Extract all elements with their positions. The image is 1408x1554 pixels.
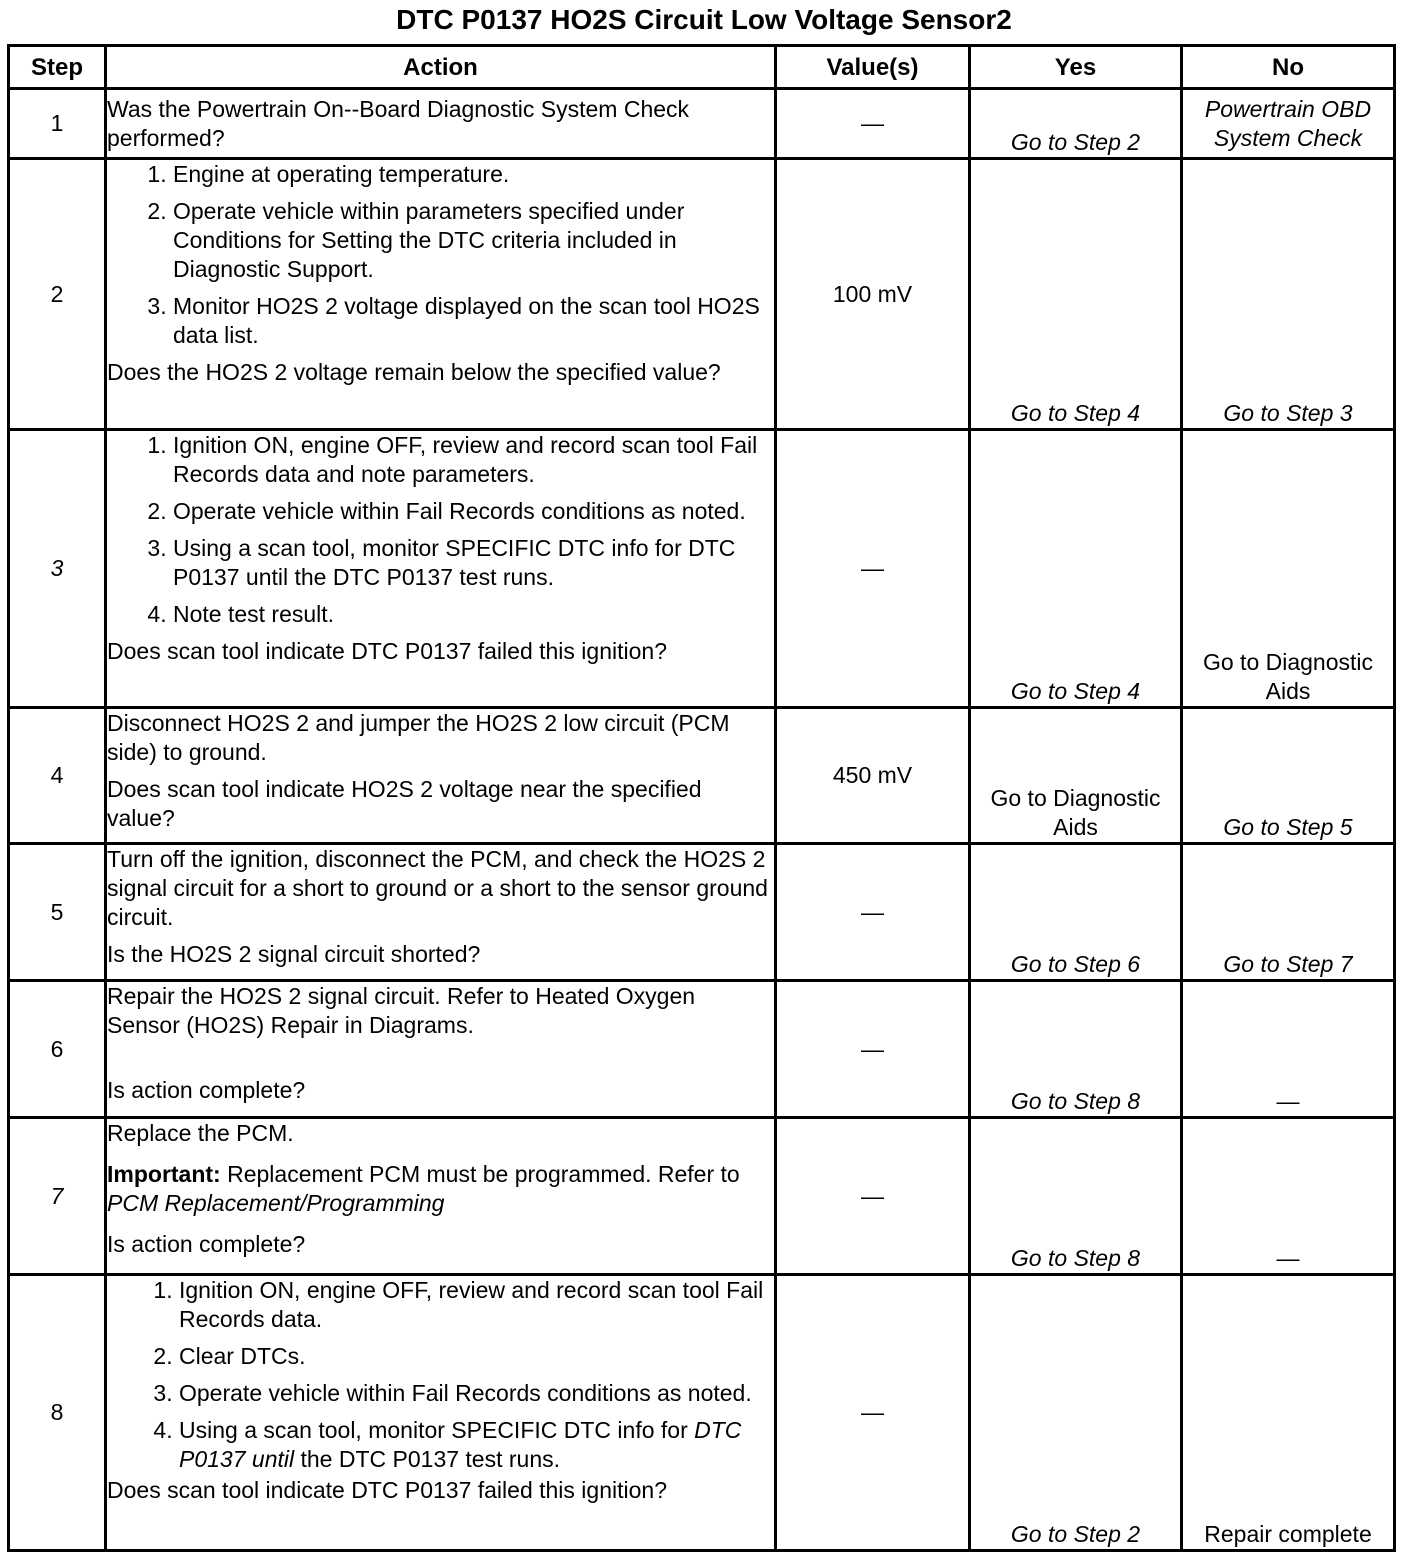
yes-cell: Go to Step 2	[970, 1275, 1182, 1551]
action-cell	[106, 1118, 776, 1275]
table-row-step-1	[9, 89, 1395, 159]
action-step: 4. Using a scan tool, monitor SPECIFIC DTC info for DTC P0137 until the DTC P0137 test runs.	[179, 1416, 774, 1474]
action-step: 3. Monitor HO2S 2 voltage displayed on the scan tool HO2S data list.	[173, 292, 774, 350]
page-title: DTC P0137 HO2S Circuit Low Voltage Sensor2	[396, 4, 1012, 35]
step4-until: until	[251, 1446, 295, 1472]
action-cell	[106, 159, 776, 430]
action-text: Repair the HO2S 2 signal circuit. Refer to Heated Oxygen Sensor (HO2S) Repair in Diagrams.	[107, 983, 696, 1038]
value-cell: —	[776, 1275, 970, 1551]
important-label: Important:	[107, 1161, 221, 1187]
important-note	[107, 1160, 774, 1218]
table-row-step-4	[9, 708, 1395, 844]
action-question: Is action complete?	[107, 1231, 306, 1257]
action-step: 2. Operate vehicle within parameters specified under Conditions for Setting the DTC criteria included in Diagnostic Support.	[173, 197, 774, 284]
action-cell	[106, 430, 776, 708]
important-text: Replacement PCM must be programmed. Refer to	[227, 1161, 740, 1187]
value-cell: 450 mV	[776, 708, 970, 844]
no-cell: Go to Step 5	[1182, 708, 1395, 844]
step-number: 6	[9, 981, 106, 1118]
header-values: Value(s)	[776, 46, 970, 89]
header-no: No	[1182, 46, 1395, 89]
no-cell: Powertrain OBD System Check	[1182, 89, 1395, 159]
header-action: Action	[106, 46, 776, 89]
action-steps	[107, 160, 774, 350]
action-step: 1. Ignition ON, engine OFF, review and record scan tool Fail Records data and note parameters.	[173, 431, 774, 489]
diagnostic-table	[7, 44, 1396, 1552]
action-question: Does the HO2S 2 voltage remain below the specified value?	[107, 359, 721, 385]
action-step: 3. Using a scan tool, monitor SPECIFIC DTC info for DTC P0137 until the DTC P0137 test runs.	[173, 534, 774, 592]
step-number: 8	[9, 1275, 106, 1551]
action-step: 2. Clear DTCs.	[179, 1342, 774, 1371]
no-cell: —	[1182, 1118, 1395, 1275]
no-cell: Go to Step 7	[1182, 844, 1395, 981]
header-row	[9, 46, 1395, 89]
value-cell: 100 mV	[776, 159, 970, 430]
step-number: 3	[9, 430, 106, 708]
no-cell: Go to Step 3	[1182, 159, 1395, 430]
header-step: Step	[9, 46, 106, 89]
yes-cell: Go to Step 8	[970, 981, 1182, 1118]
action-cell	[106, 1275, 776, 1551]
action-step: 2. Operate vehicle within Fail Records conditions as noted.	[173, 497, 774, 526]
reference-link-text: PCM Replacement/Programming	[107, 1190, 445, 1216]
action-step: 4. Note test result.	[173, 600, 774, 629]
step4-dtc: DTC P0137	[179, 1417, 742, 1472]
action-question: Does scan tool indicate HO2S 2 voltage near the specified value?	[107, 776, 702, 831]
yes-cell: Go to Step 8	[970, 1118, 1182, 1275]
action-text: Disconnect HO2S 2 and jumper the HO2S 2 low circuit (PCM side) to ground.	[107, 710, 730, 765]
table-row-step-7	[9, 1118, 1395, 1275]
table-row-step-5	[9, 844, 1395, 981]
action-cell	[106, 708, 776, 844]
header-yes: Yes	[970, 46, 1182, 89]
value-cell: —	[776, 430, 970, 708]
no-cell: —	[1182, 981, 1395, 1118]
table-row-step-8	[9, 1275, 1395, 1551]
action-cell	[106, 89, 776, 159]
action-question: Is the HO2S 2 signal circuit shorted?	[107, 941, 481, 967]
action-cell	[106, 844, 776, 981]
yes-cell: Go to Step 4	[970, 430, 1182, 708]
action-text: Turn off the ignition, disconnect the PCM, and check the HO2S 2 signal circuit for a short to ground or a short to the sensor ground circuit.	[107, 846, 768, 930]
yes-cell: Go to Step 2	[970, 89, 1182, 159]
value-cell: —	[776, 981, 970, 1118]
action-question: Does scan tool indicate DTC P0137 failed this ignition?	[107, 638, 667, 664]
step-number: 2	[9, 159, 106, 430]
action-text: Replace the PCM.	[107, 1120, 294, 1146]
value-cell: —	[776, 89, 970, 159]
action-text: Was the Powertrain On--Board Diagnostic System Check performed?	[107, 95, 690, 151]
yes-cell: Go to Diagnostic Aids	[970, 708, 1182, 844]
step-number: 4	[9, 708, 106, 844]
yes-cell: Go to Step 6	[970, 844, 1182, 981]
action-question: Is action complete?	[107, 1077, 306, 1103]
action-step: 3. Operate vehicle within Fail Records conditions as noted.	[179, 1379, 774, 1408]
action-cell	[106, 981, 776, 1118]
table-row-step-3	[9, 430, 1395, 708]
action-step: 1. Engine at operating temperature.	[173, 160, 774, 189]
step-number: 5	[9, 844, 106, 981]
no-cell: Repair complete	[1182, 1275, 1395, 1551]
step-number: 1	[9, 89, 106, 159]
action-step: 1. Ignition ON, engine OFF, review and record scan tool Fail Records data.	[179, 1276, 774, 1334]
action-steps	[107, 1276, 774, 1474]
no-cell: Go to Diagnostic Aids	[1182, 430, 1395, 708]
table-row-step-2	[9, 159, 1395, 430]
step-number: 7	[9, 1118, 106, 1275]
action-steps	[107, 431, 774, 629]
value-cell: —	[776, 844, 970, 981]
value-cell: —	[776, 1118, 970, 1275]
table-row-step-6	[9, 981, 1395, 1118]
action-question: Does scan tool indicate DTC P0137 failed this ignition?	[107, 1477, 667, 1503]
yes-cell: Go to Step 4	[970, 159, 1182, 430]
